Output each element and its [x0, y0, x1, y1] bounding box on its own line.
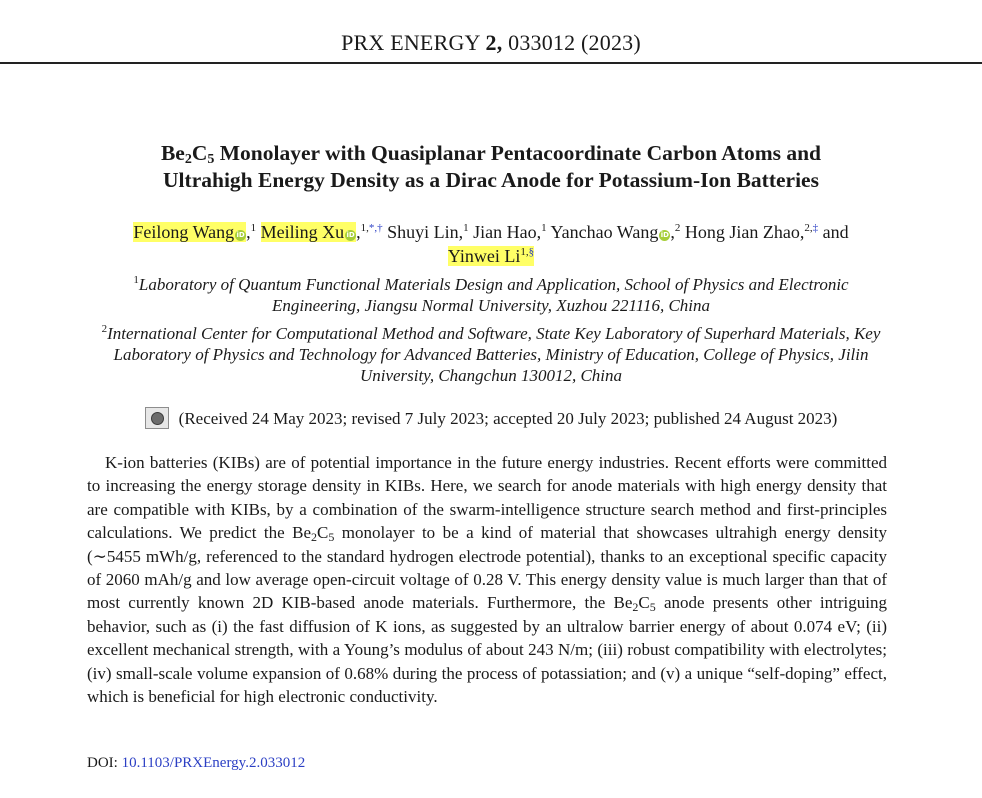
- title-subscript: 2: [184, 152, 192, 167]
- abstract-text: anode presents other intriguing behavior, such as (i) the fast diffusion of K ions, as suggested by an ultralow barrier energy of about 0.074 eV; (ii) excellent mechanical strength, with a Young’s modulus of about 243 N/m; (iii) robust compatibility with electrolytes; (iv) small-scale volume expansion of 0.68% during the process of potassiation; and (v) a unique “self-doping” effect, which is beneficial for high electronic conductivity.: [87, 593, 887, 707]
- affiliation-number: 2: [101, 323, 108, 335]
- doi-link[interactable]: 10.1103/PRXEnergy.2.033012: [121, 755, 306, 771]
- doi-label: DOI:: [87, 755, 118, 771]
- affiliation-sup: 1: [250, 222, 257, 234]
- affiliation-text: University, Changchun 130012, China: [359, 366, 623, 385]
- abstract-text: monolayer to be a kind of material that showcases ultrahigh energy density (∼5455 mWh/g, referenced to the standard hydrogen electrode potential), thanks to an exceptional specific capacity of 2060 mAh/g and low average open-circuit voltage of 0.28 V. This energy density value is much larger than that of most currently known 2D KIB-based anode materials. Furthermore, the Be: [87, 523, 887, 613]
- dates-text: (Received 24 May 2023; revised 7 July 2023; accepted 20 July 2023; published 24 August 2023): [178, 409, 838, 428]
- orcid-icon[interactable]: iD: [236, 231, 245, 239]
- abstract: [87, 451, 887, 708]
- paper-title: [0, 140, 982, 194]
- authors-and: and: [822, 222, 849, 242]
- affiliation-text: Laboratory of Quantum Functional Materials Design and Application, School of Physics and Electronic: [138, 275, 849, 294]
- corresponding-link[interactable]: §: [528, 246, 535, 258]
- title-text: Monolayer with Quasiplanar Pentacoordinate Carbon Atoms and: [214, 141, 822, 165]
- author-feilong-wang[interactable]: [133, 222, 246, 242]
- affiliation-2: [0, 323, 982, 386]
- abstract-subscript: 2: [311, 530, 318, 545]
- abstract-text: C: [638, 593, 650, 613]
- author-name: Meiling Xu: [260, 222, 345, 242]
- author-meiling-xu[interactable]: [261, 222, 357, 242]
- author-list: Feilong Wang iD,$^1$ Meiling Xu iD,$^{1,*,\dagger}$ Shuyi Lin,$^1$ Jian Hao,$^1$ Yanchao Wang iD,$^2$ Hong Jian Zhao,$^{2,\ddagger}$ and Yinwei $Li^{1,\S}$: [133, 222, 849, 266]
- affiliation-1: [0, 274, 982, 316]
- author-name: Feilong Wang: [133, 222, 235, 242]
- crossmark-icon[interactable]: [145, 407, 169, 429]
- affiliation-sup: 1,: [360, 222, 369, 234]
- affiliation-text: Laboratory of Physics and Technology for Advanced Batteries, Ministry of Education, College of Physics, Jilin: [113, 345, 869, 364]
- affiliation-text: Engineering, Jiangsu Normal University, Xuzhou 221116, China: [271, 296, 711, 315]
- journal-volume: 2,: [485, 30, 503, 55]
- abstract-text: K-ion batteries (KIBs) are of potential importance in the future energy industries. Recent efforts were committed to increasing the energy storage density in KIBs. Here, we search for anode materials with high energy density that are compatible with KIBs, by a combination of the swarm-intelligence structure search method and first-principles calculations. We predict the Be: [87, 453, 887, 543]
- title-text: C: [191, 141, 208, 165]
- affiliation-sup: 1: [463, 222, 469, 234]
- journal-header: [0, 30, 982, 56]
- journal-name: PRX ENERGY: [341, 30, 480, 55]
- article-number: 033012 (2023): [508, 30, 641, 55]
- affiliation-number: 1: [133, 274, 139, 286]
- author-shuyi-lin: Shuyi Lin: [387, 222, 459, 242]
- affiliation-sup: 2: [674, 222, 681, 234]
- author-jian-hao: Jian Hao: [473, 222, 537, 242]
- affiliation-text: International Center for Computational Method and Software, State Key Laboratory of Superhard Materials, Key: [107, 324, 881, 343]
- publication-dates: [0, 406, 982, 432]
- title-subscript: 5: [207, 152, 215, 167]
- affiliation-sup: 1,: [520, 246, 529, 258]
- corresponding-link[interactable]: ‡: [812, 222, 819, 234]
- author-hong-jian-zhao: Hong Jian Zhao: [684, 222, 800, 242]
- author-name: Yinwei Li: [447, 246, 521, 266]
- abstract-subscript: 2: [632, 600, 639, 615]
- abstract-subscript: 5: [649, 600, 656, 615]
- orcid-icon[interactable]: iD: [660, 231, 669, 239]
- affiliation-sup: 1: [541, 222, 547, 234]
- author-name: Yanchao Wang: [550, 222, 659, 242]
- title-text: Be: [160, 141, 185, 165]
- title-line-2: Ultrahigh Energy Density as a Dirac Anode for Potassium-Ion Batteries: [163, 168, 819, 192]
- orcid-icon[interactable]: iD: [346, 231, 355, 239]
- author-yinwei-li[interactable]: [448, 246, 534, 266]
- affiliation-sup: 2,: [804, 222, 813, 234]
- header-rule: [0, 62, 982, 64]
- abstract-subscript: 5: [328, 530, 335, 545]
- author-yanchao-wang: [550, 222, 670, 242]
- doi-line: [87, 755, 305, 772]
- abstract-text: C: [317, 523, 329, 543]
- corresponding-link[interactable]: *,†: [368, 222, 383, 234]
